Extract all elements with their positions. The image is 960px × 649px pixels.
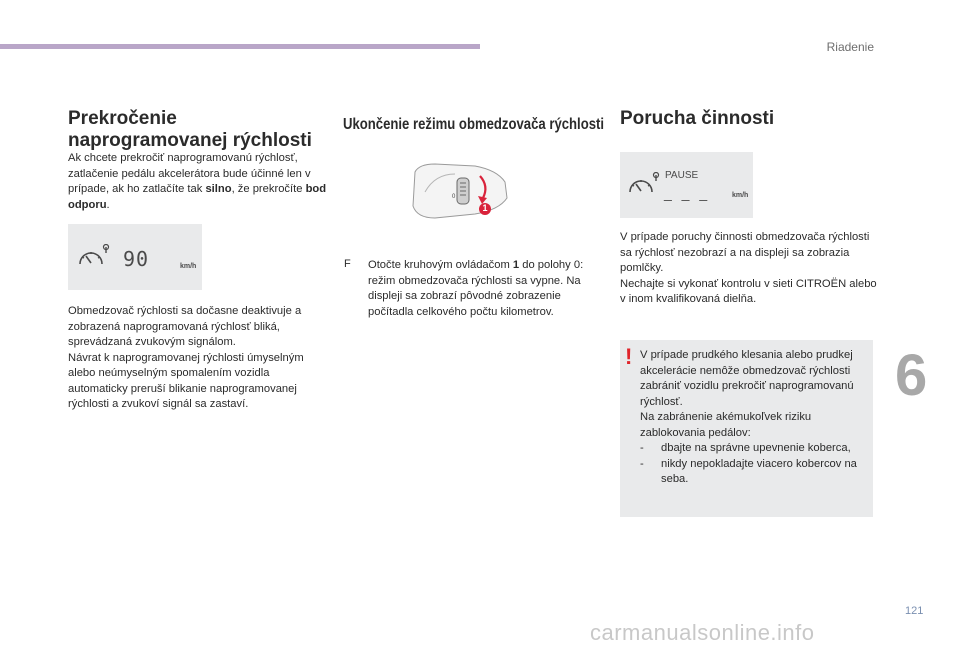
callout-number-1: 1: [482, 203, 488, 213]
speed-limiter-icon: [77, 244, 111, 268]
warning-box: [620, 340, 873, 517]
exit-step-text: Otočte kruhovým ovládačom 1 do polohy 0: režim obmedzovača rýchlosti sa vypne. Na displeji sa zobrazí pôvodné zobrazenie počítadla celkového počtu kilometrov.: [368, 259, 584, 318]
steering-control-illustration: [405, 152, 515, 232]
intro-paragraph: Ak chcete prekročiť naprogramovanú rýchlosť, zatlačenie pedálu akcelerátora bude účinné len v prípade, ak ho zatlačíte tak silno, že prekročíte bod odporu.: [68, 152, 327, 211]
speed-display-value: 90: [123, 247, 150, 271]
section-color-bar: [0, 44, 480, 49]
list-item: - nikdy nepokladajte viacero kobercov na seba.: [640, 457, 868, 488]
svg-text:0: 0: [452, 194, 456, 200]
speed-display-unit: km/h: [180, 263, 197, 270]
page-number: 121: [905, 605, 924, 617]
malfunction-paragraph: V prípade poruchy činnosti obmedzovača rýchlosti sa rýchlosť nezobrazí a na displeji sa zobrazia pomlčky. Nechajte si vykonať kontrolu v sieti CITROËN alebo v inom kvalifikovaná dielňa.: [620, 231, 877, 305]
list-item: - dbajte na správne upevnenie koberca,: [640, 441, 868, 457]
body-paragraph-1: Obmedzovač rýchlosti sa dočasne deaktivuje a zobrazená naprogramovaná rýchlosť bliká, sprevádzaná zvukovým signálom. Návrat k naprogramovanej rýchlosti úmyselným alebo neúmyselným spomalením vozidla automaticky preruší blikanie naprogramovanej rýchlosti a zvukoví signál sa zastaví.: [68, 305, 304, 410]
speed-display-panel: [68, 224, 202, 290]
pause-status-text: PAUSE: [665, 170, 699, 181]
warning-text: V prípade prudkého klesania alebo prudkej akcelerácie nemôže obmedzovač rýchlosti zabrániť vozidlu prekročiť naprogramovanú rýchlosť. Na zabránenie akémukoľvek riziku zablokovania pedálov: - dbajte na správne upevnenie koberca, - nikdy nepokladajte viacero kobercov na seba.: [640, 348, 868, 488]
chapter-number: 6: [895, 343, 928, 408]
pause-display-panel: [620, 152, 753, 218]
warning-exclamation-icon: !: [625, 344, 633, 369]
section-name: Riadenie: [826, 40, 874, 54]
heading-malfunction: Porucha činnosti: [620, 108, 775, 129]
heading-exceed-speed: Prekročenie naprogramovanej rýchlosti: [68, 108, 312, 151]
speed-dashes: _ _ _: [664, 185, 711, 201]
speed-display-unit: km/h: [732, 192, 749, 199]
warning-list: [640, 441, 868, 488]
watermark: carmanualsonline.info: [590, 620, 815, 645]
speed-limiter-icon: [627, 172, 661, 196]
limiter-control-stalk-image: [405, 152, 515, 232]
step-bullet: F: [344, 258, 351, 270]
heading-exit-limiter: Ukončenie režimu obmedzovača rýchlosti: [343, 116, 605, 133]
